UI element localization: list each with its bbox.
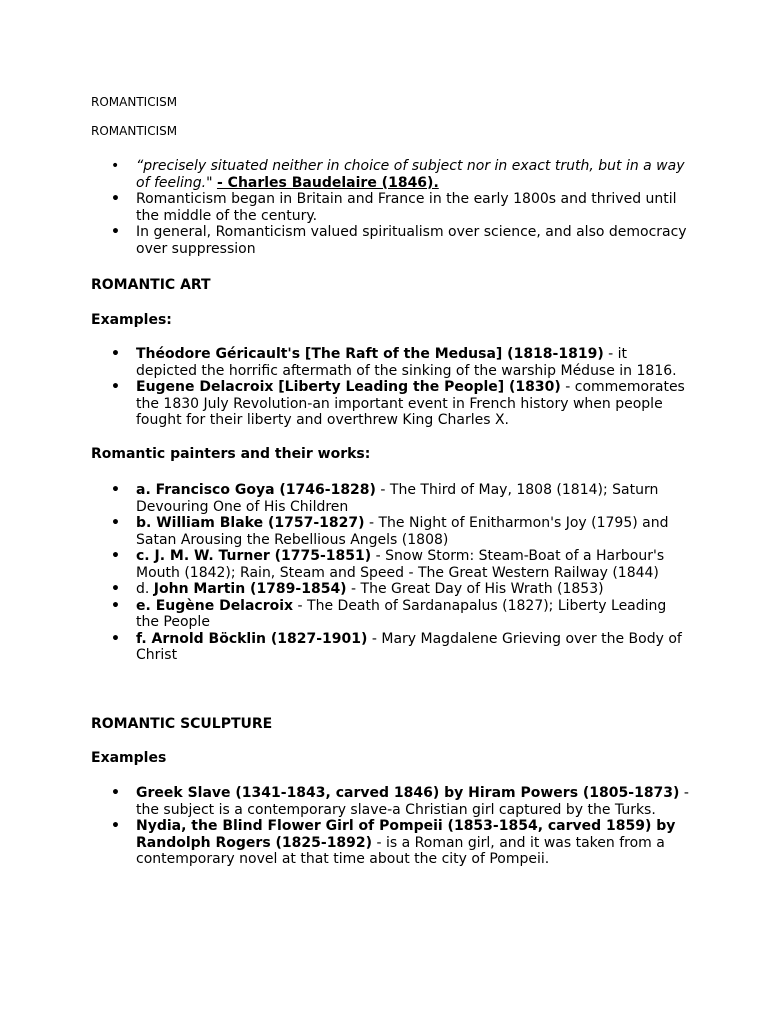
- painter-name: John Martin (1789-1854): [153, 581, 347, 597]
- painter-works: - The Death of Sardanapalus (1827); Liberty Leading the People: [136, 597, 667, 630]
- painter-works: - Mary Magdalene Grieving over the Body of Christ: [136, 630, 682, 663]
- list-item: [91, 515, 691, 548]
- list-item: • Romanticism began in Britain and France in the early 1800s and thrived until the middle of the century.: [91, 191, 691, 224]
- sculpture-description: - is a Roman girl, and it was taken from a contemporary novel at that time about the city of Pompeii.: [136, 834, 665, 867]
- painter-prefix: d.: [136, 581, 154, 597]
- painter-name: c. J. M. W. Turner (1775-1851): [136, 548, 372, 564]
- list-item: [91, 346, 691, 379]
- artwork-description: - it depicted the horrific aftermath of the sinking of the warship Méduse in 1816.: [136, 346, 677, 379]
- doc-title: ROMANTICISM: [91, 95, 178, 109]
- list-item: [91, 482, 691, 515]
- sculpture-examples-list: [91, 785, 691, 868]
- intro-bullet-list: [91, 158, 691, 257]
- baudelaire-quote: “precisely situated neither in choice of subject nor in exact truth, but in a way of feeling.: [136, 158, 685, 191]
- art-examples-list: [91, 346, 691, 429]
- section-heading-romantic-art: ROMANTIC ART: [91, 277, 211, 293]
- painter-name: a. Francisco Goya (1746-1828): [136, 482, 376, 498]
- painter-name: b. William Blake (1757-1827): [136, 515, 365, 531]
- sculpture-title: Greek Slave (1341-1843, carved 1846) by Hiram Powers (1805-1873): [136, 785, 680, 801]
- list-item: [91, 598, 691, 631]
- list-item: [91, 785, 691, 818]
- sculpture-title: Nydia, the Blind Flower Girl of Pompeii (1853-1854, carved 1859) by Randolph Rogers (1825-1892): [136, 818, 676, 851]
- examples-label: Examples: [91, 750, 167, 766]
- painters-list: [91, 482, 691, 664]
- list-item: [91, 548, 691, 581]
- painter-works: - Snow Storm: Steam-Boat of a Harbour's Mouth (1842); Rain, Steam and Speed - The Great Western Railway (1844): [136, 548, 665, 581]
- painter-works: - The Great Day of His Wrath (1853): [346, 581, 604, 597]
- artwork-title: Eugene Delacroix [Liberty Leading the People] (1830): [136, 379, 561, 395]
- doc-subtitle: ROMANTICISM: [91, 124, 178, 138]
- examples-label: Examples:: [91, 312, 172, 328]
- list-item: [91, 379, 691, 429]
- list-item: [91, 581, 691, 598]
- painter-name: e. Eugène Delacroix: [136, 597, 294, 614]
- quote-attribution: - Charles Baudelaire (1846).: [216, 174, 439, 191]
- section-heading-romantic-sculpture: ROMANTIC SCULPTURE: [91, 716, 273, 732]
- painter-works: - The Night of Enitharmon's Joy (1795) and Satan Arousing the Rebellious Angels (1808): [136, 515, 669, 548]
- painter-name: f. Arnold Böcklin (1827-1901): [136, 630, 368, 647]
- artwork-description: - commemorates the 1830 July Revolution-an important event in French history when people fought for their liberty and overthrew King Charles X.: [136, 379, 685, 428]
- list-item: • In general, Romanticism valued spiritualism over science, and also democracy over suppression: [91, 224, 691, 257]
- painter-works: - The Third of May, 1808 (1814); Saturn Devouring One of His Children: [136, 482, 659, 515]
- quote-close: ": [206, 174, 217, 191]
- painters-label: Romantic painters and their works:: [91, 446, 371, 462]
- sculpture-description: - the subject is a contemporary slave-a Christian girl captured by the Turks.: [136, 785, 689, 818]
- artwork-title: Théodore Géricault's [The Raft of the Medusa] (1818-1819): [136, 346, 604, 362]
- list-item: [91, 818, 691, 868]
- list-item: [91, 158, 691, 191]
- list-item: [91, 631, 691, 664]
